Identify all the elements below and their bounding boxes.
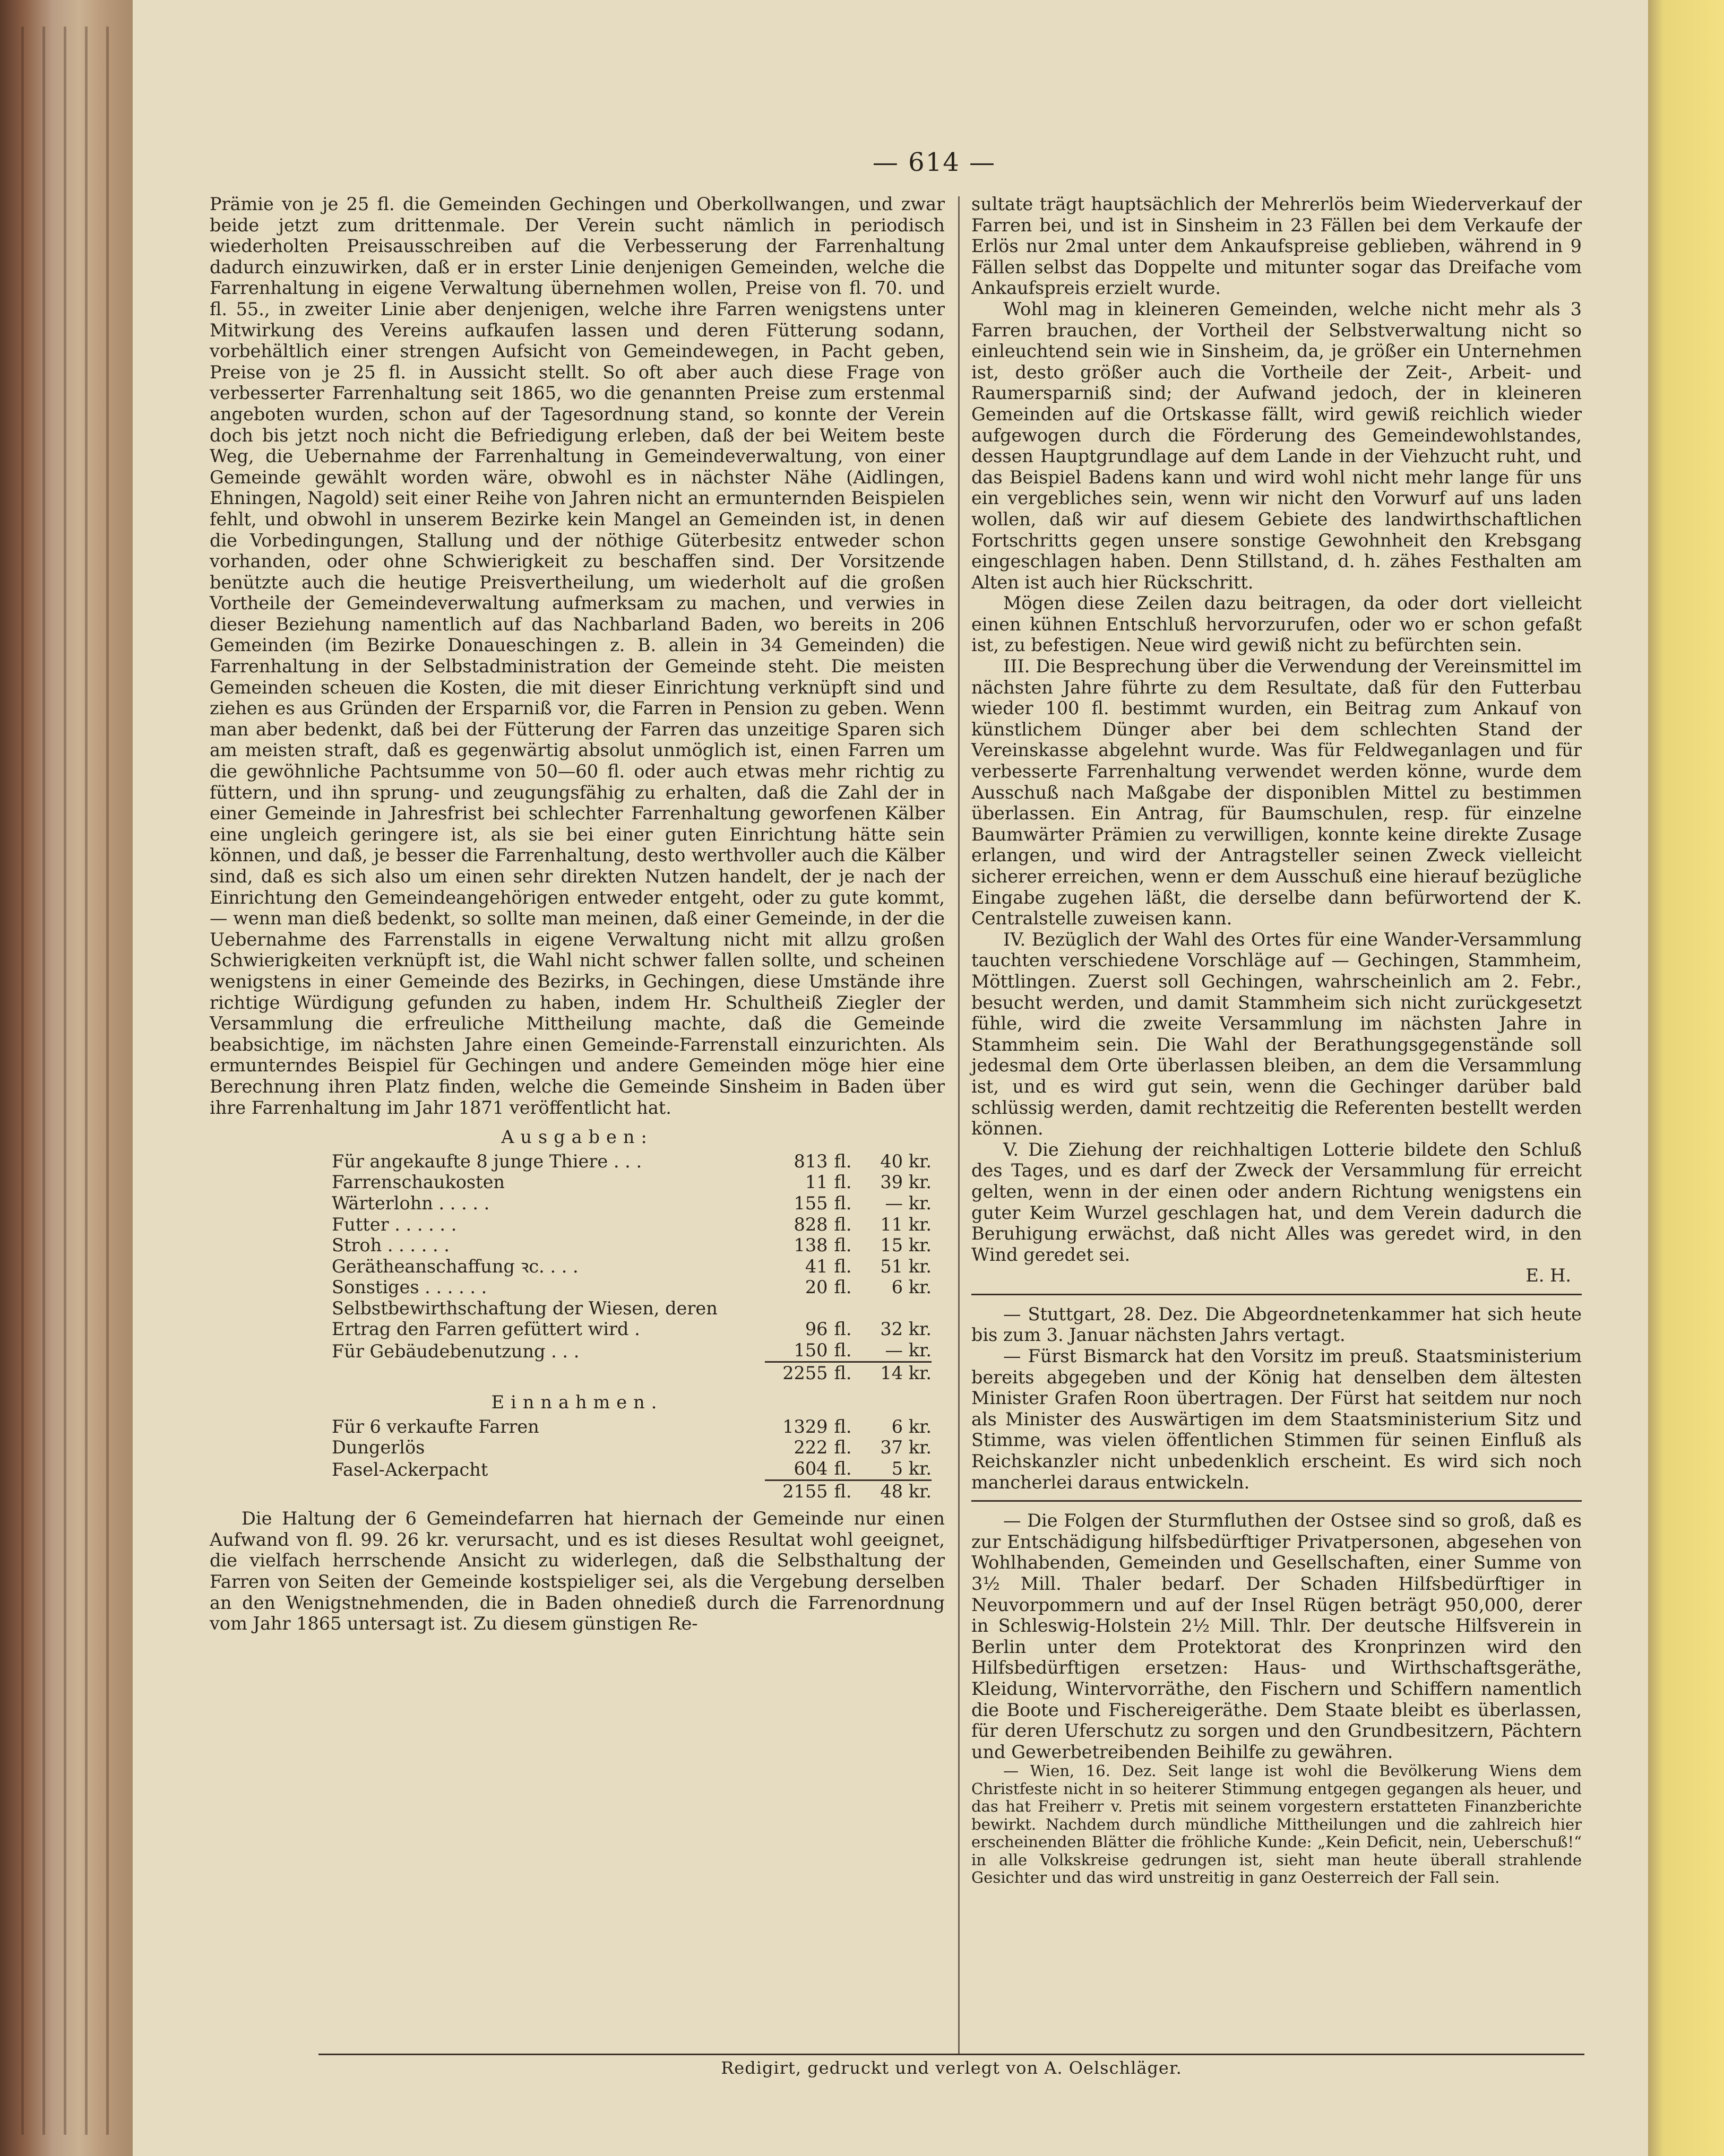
ausgaben-row: Für Gebäudebenutzung . . . 150 fl. — kr. bbox=[332, 1340, 932, 1362]
account-kr: — kr. bbox=[885, 1340, 932, 1361]
ausgaben-row: Für angekaufte 8 junge Thiere . . . 813 fl. 40 kr. bbox=[332, 1150, 932, 1172]
einnahmen-row: Dungerlös 222 fl. 37 kr. bbox=[332, 1437, 932, 1458]
account-label: Dungerlös bbox=[332, 1437, 425, 1458]
account-kr: 6 kr. bbox=[891, 1277, 932, 1298]
account-fl: 96 bbox=[805, 1319, 828, 1340]
article-paragraph: IV. Bezüglich der Wahl des Ortes für eine Wander-Versammlung tauchten verschiedene Vorschläge auf — Gechingen, Stammheim, Möttlingen. Zuerst soll Gechingen, wahrscheinlich am 2. Febr., besucht werden, und damit Stammheim sich nicht zurückgesetzt fühle, wird die zweite Versammlung im nächsten Jahre in Stammheim sein. Die Wahl der Berathungsgegenstände soll jedesmal dem Orte überlassen bleiben, an dem die Versammlung ist, und es wird gut sein, wenn die Gechinger darüber bald schlüssig werden, damit rechtzeitig die Referenten bestellt werden können. bbox=[971, 929, 1582, 1139]
left-column bbox=[210, 194, 945, 1634]
account-fl: 138 bbox=[794, 1235, 828, 1256]
account-label: Für angekaufte 8 junge Thiere . . . bbox=[332, 1150, 642, 1172]
facing-page-edge bbox=[1648, 0, 1724, 2156]
account-fl: 1329 bbox=[782, 1416, 828, 1437]
account-fl: 11 bbox=[805, 1172, 828, 1193]
ausgaben-row: Sonstiges . . . . . . 20 fl. 6 kr. bbox=[332, 1277, 932, 1298]
account-fl: 222 bbox=[794, 1437, 828, 1458]
account-kr: 5 kr. bbox=[891, 1458, 932, 1479]
news-item: — Wien, 16. Dez. Seit lange ist wohl die Bevölkerung Wiens dem Christfeste nicht in so heiterer Stimmung entgegen gegangen als heuer, und das hat Freiherr v. Pretis mit seinem vorgestern erstatteten Finanzberichte bewirkt. Nachdem durch mündliche Mittheilungen und die zahlreich hier erscheinenden Blätter die fröhliche Kunde: „Kein Deficit, nein, Ueberschuß!“ in alle Volkskreise gedrungen ist, sieht man heute überall strahlende Gesichter und das wird unstreitig in ganz Oesterreich der Fall sein. bbox=[971, 1762, 1582, 1887]
ausgaben-row: Farrenschaukosten 11 fl. 39 kr. bbox=[332, 1172, 932, 1193]
expenses-table: Für angekaufte 8 junge Thiere . . . 813 fl. 40 kr. Farrenschaukosten 11 fl. 39 kr. Wärterlohn . . . . . 155 fl. — kr. Futter . . . . . . 828 fl. 11 kr. Stroh . . . . . . 138 fl. 15 kr. Gerätheanschaffung ꝛc. . . . 41 fl. 51 kr. Sonstiges . . . . . . 20 fl. 6 kr. Selbstbewirthschaftung der Wiesen, deren Ertrag den Farren gefüttert wird . 96 fl. 32 kr. Für Gebäudebenutzung . . . 150 fl. — kr. 2255 fl. 14 kr. bbox=[332, 1150, 932, 1383]
article-paragraph: Mögen diese Zeilen dazu beitragen, da oder dort vielleicht einen kühnen Entschluß hervorzurufen, oder wo er schon gefaßt ist, zu befestigen. Neue wird gewiß nicht zu befürchten sein. bbox=[971, 593, 1582, 656]
article-paragraph: Wohl mag in kleineren Gemeinden, welche nicht mehr als 3 Farren brauchen, der Vortheil der Selbstverwaltung nicht so einleuchtend sein wie in Sinsheim, da, je größer ein Unternehmen ist, desto größer auch die Vortheile der Zeit-, Arbeit- und Raumersparniß sind; der Aufwand jedoch, der in kleineren Gemeinden auf die Ortskasse fällt, wird gewiß reichlich wieder aufgewogen durch die Förderung des Gemeindewohlstandes, dessen Hauptgrundlage auf dem Lande in der Viehzucht ruht, und das Beispiel Badens kann und wird wohl nicht mehr lange für uns ein vergebliches sein, wenn wir nicht den Vorwurf auf uns laden wollen, daß wir auf diesem Gebiete des landwirthschaftlichen Fortschritts gegen unsere sonstige Gewohnheit den Krebsgang eingeschlagen haben. Denn Stillstand, d. h. zähes Festhalten am Alten ist auch hier Rückschritt. bbox=[971, 298, 1582, 593]
account-label: Farrenschaukosten bbox=[332, 1172, 505, 1193]
account-kr: 6 kr. bbox=[891, 1416, 932, 1437]
account-kr: 11 kr. bbox=[880, 1214, 932, 1235]
article-paragraph: Die Haltung der 6 Gemeindefarren hat hiernach der Gemeinde nur einen Aufwand von fl. 99. 26 kr. verursacht, und es ist dieses Resultat wohl geeignet, die vielfach herrschende Ansicht zu widerlegen, daß die Selbsthaltung der Farren von Seiten der Gemeinde kostspieliger sei, als die Vergebung derselben an den Wenigstnehmenden, die in Baden ohnedieß durch die Farrenordnung vom Jahr 1865 untersagt ist. Zu diesem günstigen Re- bbox=[210, 1508, 945, 1634]
ausgaben-row: Stroh . . . . . . 138 fl. 15 kr. bbox=[332, 1235, 932, 1256]
account-fl: 813 bbox=[794, 1150, 828, 1172]
right-column bbox=[971, 194, 1582, 1887]
account-fl: 150 bbox=[794, 1340, 828, 1361]
account-label: Für 6 verkaufte Farren bbox=[332, 1416, 539, 1437]
account-kr: 15 kr. bbox=[880, 1235, 932, 1256]
account-kr: 37 kr. bbox=[880, 1437, 932, 1458]
account-label: Ertrag den Farren gefüttert wird . bbox=[332, 1319, 640, 1340]
account-label: Sonstiges . . . . . . bbox=[332, 1277, 487, 1298]
income-heading: Einnahmen. bbox=[491, 1392, 663, 1413]
article-paragraph: III. Die Besprechung über die Verwendung der Vereinsmittel im nächsten Jahre führte zu dem Resultate, daß für den Futterbau wieder 100 fl. bestimmt wurden, ein Beitrag zum Ankauf von künstlichem Dünger aber bei dem schlechten Stand der Vereinskasse abgelehnt wurde. Was für Feldweganlagen und für verbesserte Farrenhaltung verwendet werden könne, wurde dem Ausschuß nach Maßgabe der disponiblen Mittel zu bestimmen überlassen. Ein Antrag, für Baumschulen, resp. für einzelne Baumwärter Prämien zu verwilligen, konnte keine direkte Zusage erlangen, und wird der Antragsteller seinen Zweck vielleicht sicherer erreichen, wenn er dem Ausschuß eine hierauf bezügliche Eingabe zugehen läßt, die derselbe dann befürwortend der K. Centralstelle zuweisen kann. bbox=[971, 656, 1582, 929]
account-label: Gerätheanschaffung ꝛc. . . . bbox=[332, 1255, 579, 1277]
account-label: Stroh . . . . . . bbox=[332, 1235, 450, 1256]
author-signature: E. H. bbox=[1525, 1265, 1571, 1286]
account-label: Selbstbewirthschaftung der Wiesen, deren bbox=[332, 1297, 718, 1319]
article-paragraph: sultate trägt hauptsächlich der Mehrerlös beim Wiederverkauf der Farren bei, und ist in Sinsheim in 23 Fällen bei dem Verkaufe der Erlös nur 2mal unter dem Ankaufspreise geblieben, während in 9 Fällen selbst das Doppelte und mitunter sogar das Dreifache vom Ankaufspreis erzielt wurde. bbox=[971, 194, 1582, 299]
account-kr: — kr. bbox=[885, 1192, 932, 1214]
article-paragraph: Prämie von je 25 fl. die Gemeinden Gechingen und Oberkollwangen, und zwar beide jetzt zum drittenmale. Der Verein sucht nämlich in periodisch wiederholten Preisausschreiben auf die Verbesserung der Farrenhaltung dadurch einzuwirken, daß er in erster Linie denjenigen Gemeinden, welche die Farrenhaltung in eigene Verwaltung übernehmen wollen, Preise von fl. 70. und fl. 55., in zweiter Linie aber denjenigen, welche ihre Farren wenigstens unter Mitwirkung des Vereins aufkaufen lassen und deren Fütterung sodann, vorbehältlich einer strengen Aufsicht von Gemeindewegen, in Pacht geben, Preise von je 25 fl. in Aussicht stellt. So oft aber auch diese Frage von verbesserter Farrenhaltung seit 1865, wo die genannten Preise zum erstenmal angeboten wurden, schon auf der Tagesordnung stand, so konnte der Verein doch bis jetzt noch nicht die Befriedigung erleben, daß der bei Weitem beste Weg, die Uebernahme der Farrenhaltung in Gemeindeverwaltung, von einer Gemeinde gewählt worden wäre, obwohl es in nächster Nähe (Aidlingen, Ehningen, Nagold) seit einer Reihe von Jahren nicht an ermunternden Beispielen fehlt, und obwohl in unserem Bezirke kein Mangel an Gemeinden ist, in denen die Vorbedingungen, Stallung und der nöthige Güterbesitz entweder schon vorhanden, oder ohne Schwierigkeit zu beschaffen sind. Der Vorsitzende benützte auch die heutige Preisvertheilung, um wiederholt auf die großen Vortheile der Gemeindeverwaltung aufmerksam zu machen, und verwies in dieser Beziehung namentlich auf das Nachbarland Baden, wo bereits in 206 Gemeinden (im Bezirke Donaueschingen z. B. allein in 34 Gemeinden) die Farrenhaltung in der Selbstadministration der Gemeinde steht. Die meisten Gemeinden scheuen die Kosten, die mit dieser Einrichtung verknüpft sind und ziehen es aus Gründen der Ersparniß vor, die Farren in Pension zu geben. Wenn man aber bedenkt, daß bei der Fütterung der Farren das unzeitige Sparen sich am meisten straft, daß es gegenwärtig absolut unmöglich ist, einen Farren um die gewöhnliche Pachtsumme von 50—60 fl. oder auch etwas mehr richtig zu füttern, und ihn sprung- und zeugungsfähig zu erhalten, daß die Zahl der in einer Gemeinde in Jahresfrist bei schlechter Farrenhaltung geworfenen Kälber eine ungleich geringere ist, als sie bei einer guten Einrichtung hätte sein können, und daß, je besser die Farrenhaltung, desto werthvoller auch die Kälber sind, daß es sich also um einen sehr direkten Nutzen handelt, der je nach der Einrichtung den Gemeindeangehörigen entweder entgeht, oder zu gute kommt, — wenn man dieß bedenkt, so sollte man meinen, daß einer Gemeinde, in der die Uebernahme des Farrenstalls in eigene Verwaltung nicht mit allzu großen Schwierigkeiten verknüpft ist, die Wahl nicht schwer fallen sollte, und scheinen wenigstens in einer Gemeinde des Bezirks, in Gechingen, diese Umstände ihre richtige Würdigung gefunden zu haben, indem Hr. Schultheiß Ziegler der Versammlung die erfreuliche Mittheilung machte, daß die Gemeinde beabsichtige, im nächsten Jahre einen Gemeinde-Farrenstall einzurichten. Als ermunterndes Beispiel für Gechingen und andere Gemeinden möge hier eine Berechnung ihren Platz finden, welche die Gemeinde Sinsheim in Baden über ihre Farrenhaltung im Jahr 1871 veröffentlicht hat. bbox=[210, 194, 945, 1118]
ausgaben-row: Ertrag den Farren gefüttert wird . 96 fl. 32 kr. bbox=[332, 1319, 932, 1340]
news-item: — Stuttgart, 28. Dez. Die Abgeordnetenkammer hat sich heute bis zum 3. Januar nächsten Jahrs vertagt. bbox=[971, 1303, 1582, 1346]
ausgaben-row: Gerätheanschaffung ꝛc. . . . 41 fl. 51 kr. bbox=[332, 1255, 932, 1277]
account-kr: 32 kr. bbox=[880, 1319, 932, 1340]
account-label: Fasel-Ackerpacht bbox=[332, 1459, 488, 1480]
account-label: Wärterlohn . . . . . bbox=[332, 1192, 490, 1214]
account-label: Für Gebäudebenutzung . . . bbox=[332, 1340, 580, 1362]
einnahmen-row: Für 6 verkaufte Farren 1329 fl. 6 kr. bbox=[332, 1416, 932, 1437]
news-item: — Die Folgen der Sturmfluthen der Ostsee sind so groß, daß es zur Entschädigung hilfsbedürftiger Privatpersonen, abgesehen von Wohlhabenden, Gemeinden und Gesellschaften, einer Summe von 3½ Mill. Thaler bedarf. Der Schaden Hilfsbedürftiger in Neuvorpommern und auf der Insel Rügen beträgt 950,000, derer in Schleswig-Holstein 2½ Mill. Thlr. Der deutsche Hilfsverein in Berlin unter dem Protektorat des Kronprinzen wird den Hilfsbedürftigen ersetzen: Haus- und Wirthschaftsgeräthe, Kleidung, Wintervorräthe, den Fischern und Schiffern namentlich die Boote und Fischereigeräthe. Dem Staate bleibt es überlassen, für deren Uferschutz zu sorgen und den Grundbesitzern, Pächtern und Gewerbetreibenden Beihilfe zu gewähren. bbox=[971, 1510, 1582, 1762]
expenses-total-fl: 2255 bbox=[765, 1362, 827, 1383]
news-item: — Fürst Bismarck hat den Vorsitz im preuß. Staatsministerium bereits abgegeben und der König hat denselben dem ältesten Minister Grafen Roon übertragen. Der Fürst hat seitdem nur noch als Minister des Auswärtigen im dem Staatsministerium Sitz und Stimme, was vielen öffentlichen Stimmen für seinen Einfluß als Reichskanzler nicht unbedenklich erscheint. Es wird sich noch mancherlei daraus entwickeln. bbox=[971, 1346, 1582, 1493]
income-total-fl: 2155 bbox=[765, 1480, 827, 1502]
einnahmen-row: Fasel-Ackerpacht 604 fl. 5 kr. bbox=[332, 1458, 932, 1480]
footer-imprint: Redigirt, gedruckt und verlegt von A. Oelschläger. bbox=[721, 2058, 1182, 2078]
account-kr: 51 kr. bbox=[880, 1255, 932, 1277]
account-kr: 39 kr. bbox=[880, 1172, 932, 1193]
ausgaben-row: Wärterlohn . . . . . 155 fl. — kr. bbox=[332, 1192, 932, 1214]
account-kr bbox=[869, 1298, 932, 1319]
page-number: — 614 — bbox=[872, 148, 996, 177]
expenses-total-kr: 14 kr. bbox=[869, 1362, 932, 1383]
account-fl bbox=[765, 1298, 827, 1319]
income-table: Für 6 verkaufte Farren 1329 fl. 6 kr. Dungerlös 222 fl. 37 kr. Fasel-Ackerpacht 604 fl. 5 kr. 2155 fl. 48 kr. bbox=[332, 1416, 932, 1502]
account-kr: 40 kr. bbox=[880, 1150, 932, 1172]
ausgaben-row bbox=[332, 1298, 932, 1319]
footer-rule bbox=[318, 2054, 1584, 2055]
account-fl: 155 bbox=[794, 1192, 828, 1214]
account-label: Futter . . . . . . bbox=[332, 1214, 457, 1235]
column-divider bbox=[958, 196, 960, 2054]
section-divider bbox=[971, 1294, 1582, 1295]
section-divider bbox=[971, 1500, 1582, 1502]
income-total-kr: 48 kr. bbox=[869, 1480, 932, 1502]
article-paragraph: V. Die Ziehung der reichhaltigen Lotterie bildete den Schluß des Tages, und es darf der Zweck der Versammlung für erreicht gelten, wenn in der einen oder andern Richtung wenigstens ein guter Keim Wurzel geschlagen hat, und dem Verein dadurch die Beruhigung erwächst, daß nicht Alles was geredet wird, in den Wind geredet sei. bbox=[971, 1139, 1582, 1265]
ausgaben-row: Futter . . . . . . 828 fl. 11 kr. bbox=[332, 1214, 932, 1235]
account-fl: 604 bbox=[794, 1458, 828, 1479]
expenses-heading: Ausgaben: bbox=[501, 1127, 653, 1148]
account-fl: 828 bbox=[794, 1214, 828, 1235]
book-page-edges bbox=[0, 0, 133, 2156]
account-fl: 20 bbox=[805, 1277, 828, 1298]
account-fl: 41 bbox=[805, 1255, 828, 1277]
